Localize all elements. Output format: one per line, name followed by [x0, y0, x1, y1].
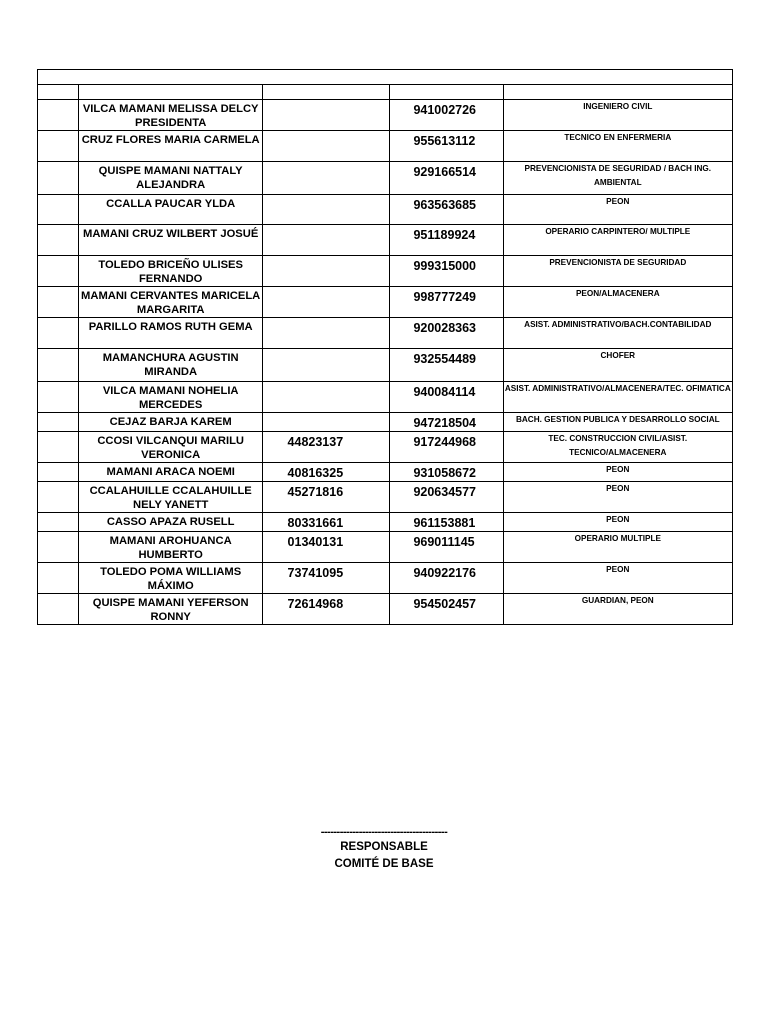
table-row: [38, 131, 733, 162]
occupation-cell: ASIST. ADMINISTRATIVO/BACH.CONTABILIDAD: [503, 318, 732, 349]
occupation-cell: TECNICO EN ENFERMERIA: [503, 131, 732, 162]
row-index-cell: [38, 463, 79, 482]
member-name-cell: CCALAHUILLE CCALAHUILLE NELY YANETT: [79, 482, 263, 513]
phone-cell: 999315000: [390, 256, 503, 287]
table-row: [38, 318, 733, 349]
signature-block: [0, 825, 768, 873]
row-index-cell: [38, 318, 79, 349]
occupation-cell: BACH. GESTION PUBLICA Y DESARROLLO SOCIAL: [503, 413, 732, 432]
occupation-cell: OPERARIO CARPINTERO/ MULTIPLE: [503, 225, 732, 256]
occupation-cell: ASIST. ADMINISTRATIVO/ALMACENERA/TEC. OFIMATICA: [503, 382, 732, 413]
table-row: [38, 195, 733, 225]
dni-cell: [263, 256, 390, 287]
signature-role: RESPONSABLE: [340, 841, 428, 853]
member-name-cell: VILCA MAMANI MELISSA DELCY PRESIDENTA: [79, 100, 263, 131]
dni-cell: 45271816: [263, 482, 390, 513]
member-name-cell: VILCA MAMANI NOHELIA MERCEDES: [79, 382, 263, 413]
phone-cell: 931058672: [390, 463, 503, 482]
row-index-cell: [38, 349, 79, 382]
dni-cell: [263, 413, 390, 432]
occupation-cell: CHOFER: [503, 349, 732, 382]
occupation-cell: PEON: [503, 463, 732, 482]
member-name-cell: TOLEDO POMA WILLIAMS MÁXIMO: [79, 563, 263, 594]
occupation-cell: PEON: [503, 513, 732, 532]
row-index-cell: [38, 131, 79, 162]
phone-cell: 920634577: [390, 482, 503, 513]
phone-cell: 961153881: [390, 513, 503, 532]
dni-cell: 01340131: [263, 532, 390, 563]
dni-cell: [263, 349, 390, 382]
member-name-cell: CCOSI VILCANQUI MARILU VERONICA: [79, 432, 263, 463]
phone-cell: 954502457: [390, 594, 503, 625]
table-row: [38, 532, 733, 563]
header-cell: [503, 85, 732, 100]
table-row: [38, 594, 733, 625]
dni-cell: [263, 225, 390, 256]
phone-cell: 920028363: [390, 318, 503, 349]
member-name-cell: QUISPE MAMANI NATTALY ALEJANDRA: [79, 162, 263, 195]
table-header-row: [38, 85, 733, 100]
dni-cell: 73741095: [263, 563, 390, 594]
row-index-cell: [38, 413, 79, 432]
table-row: [38, 100, 733, 131]
member-name-cell: QUISPE MAMANI YEFERSON RONNY: [79, 594, 263, 625]
table-row: [38, 287, 733, 318]
table-row: [38, 432, 733, 463]
dni-cell: [263, 287, 390, 318]
row-index-cell: [38, 532, 79, 563]
member-name-cell: MAMANCHURA AGUSTIN MIRANDA: [79, 349, 263, 382]
occupation-cell: INGENIERO CIVIL: [503, 100, 732, 131]
phone-cell: 940922176: [390, 563, 503, 594]
row-index-cell: [38, 256, 79, 287]
row-index-cell: [38, 225, 79, 256]
occupation-cell: GUARDIAN, PEON: [503, 594, 732, 625]
occupation-cell: PREVENCIONISTA DE SEGURIDAD / BACH ING. AMBIENTAL: [503, 162, 732, 195]
table-row: [38, 382, 733, 413]
occupation-cell: OPERARIO MULTIPLE: [503, 532, 732, 563]
table-row: [38, 563, 733, 594]
dni-cell: 80331661: [263, 513, 390, 532]
table-row: [38, 256, 733, 287]
header-cell: [263, 85, 390, 100]
dni-cell: [263, 382, 390, 413]
member-name-cell: TOLEDO BRICEÑO ULISES FERNANDO: [79, 256, 263, 287]
phone-cell: 932554489: [390, 349, 503, 382]
row-index-cell: [38, 594, 79, 625]
signature-organization: COMITÉ DE BASE: [334, 858, 434, 870]
dni-cell: [263, 318, 390, 349]
member-name-cell: CEJAZ BARJA KAREM: [79, 413, 263, 432]
dni-cell: [263, 195, 390, 225]
phone-cell: 941002726: [390, 100, 503, 131]
row-index-cell: [38, 563, 79, 594]
row-index-cell: [38, 432, 79, 463]
table-row: [38, 413, 733, 432]
dni-cell: 72614968: [263, 594, 390, 625]
occupation-cell: TEC. CONSTRUCCION CIVIL/ASIST. TECNICO/ALMACENERA: [503, 432, 732, 463]
table-row: [38, 349, 733, 382]
member-name-cell: MAMANI AROHUANCA HUMBERTO: [79, 532, 263, 563]
member-name-cell: MAMANI ARACA NOEMI: [79, 463, 263, 482]
occupation-cell: PREVENCIONISTA DE SEGURIDAD: [503, 256, 732, 287]
phone-cell: 955613112: [390, 131, 503, 162]
phone-cell: 998777249: [390, 287, 503, 318]
dni-cell: [263, 162, 390, 195]
table-row: [38, 463, 733, 482]
phone-cell: 951189924: [390, 225, 503, 256]
header-cell: [79, 85, 263, 100]
members-table: [37, 69, 733, 625]
header-cell: [390, 85, 503, 100]
row-index-cell: [38, 287, 79, 318]
row-index-cell: [38, 162, 79, 195]
phone-cell: 969011145: [390, 532, 503, 563]
member-name-cell: CASSO APAZA RUSELL: [79, 513, 263, 532]
dni-cell: 44823137: [263, 432, 390, 463]
dni-cell: [263, 131, 390, 162]
dni-cell: 40816325: [263, 463, 390, 482]
table-row: [38, 482, 733, 513]
table-row: [38, 513, 733, 532]
phone-cell: 940084114: [390, 382, 503, 413]
table-row: [38, 162, 733, 195]
phone-cell: 917244968: [390, 432, 503, 463]
occupation-cell: PEON: [503, 195, 732, 225]
dni-cell: [263, 100, 390, 131]
occupation-cell: PEON/ALMACENERA: [503, 287, 732, 318]
table-title-cell: [38, 70, 733, 85]
row-index-cell: [38, 382, 79, 413]
table-row: [38, 225, 733, 256]
member-name-cell: PARILLO RAMOS RUTH GEMA: [79, 318, 263, 349]
occupation-cell: PEON: [503, 563, 732, 594]
occupation-cell: PEON: [503, 482, 732, 513]
member-name-cell: CRUZ FLORES MARIA CARMELA: [79, 131, 263, 162]
row-index-cell: [38, 513, 79, 532]
phone-cell: 963563685: [390, 195, 503, 225]
table-title-row: [38, 70, 733, 85]
row-index-cell: [38, 195, 79, 225]
signature-line: ----------------------------------------: [320, 826, 448, 838]
phone-cell: 929166514: [390, 162, 503, 195]
phone-cell: 947218504: [390, 413, 503, 432]
row-index-cell: [38, 100, 79, 131]
member-name-cell: CCALLA PAUCAR YLDA: [79, 195, 263, 225]
member-name-cell: MAMANI CRUZ WILBERT JOSUÉ: [79, 225, 263, 256]
member-name-cell: MAMANI CERVANTES MARICELA MARGARITA: [79, 287, 263, 318]
header-cell: [38, 85, 79, 100]
row-index-cell: [38, 482, 79, 513]
